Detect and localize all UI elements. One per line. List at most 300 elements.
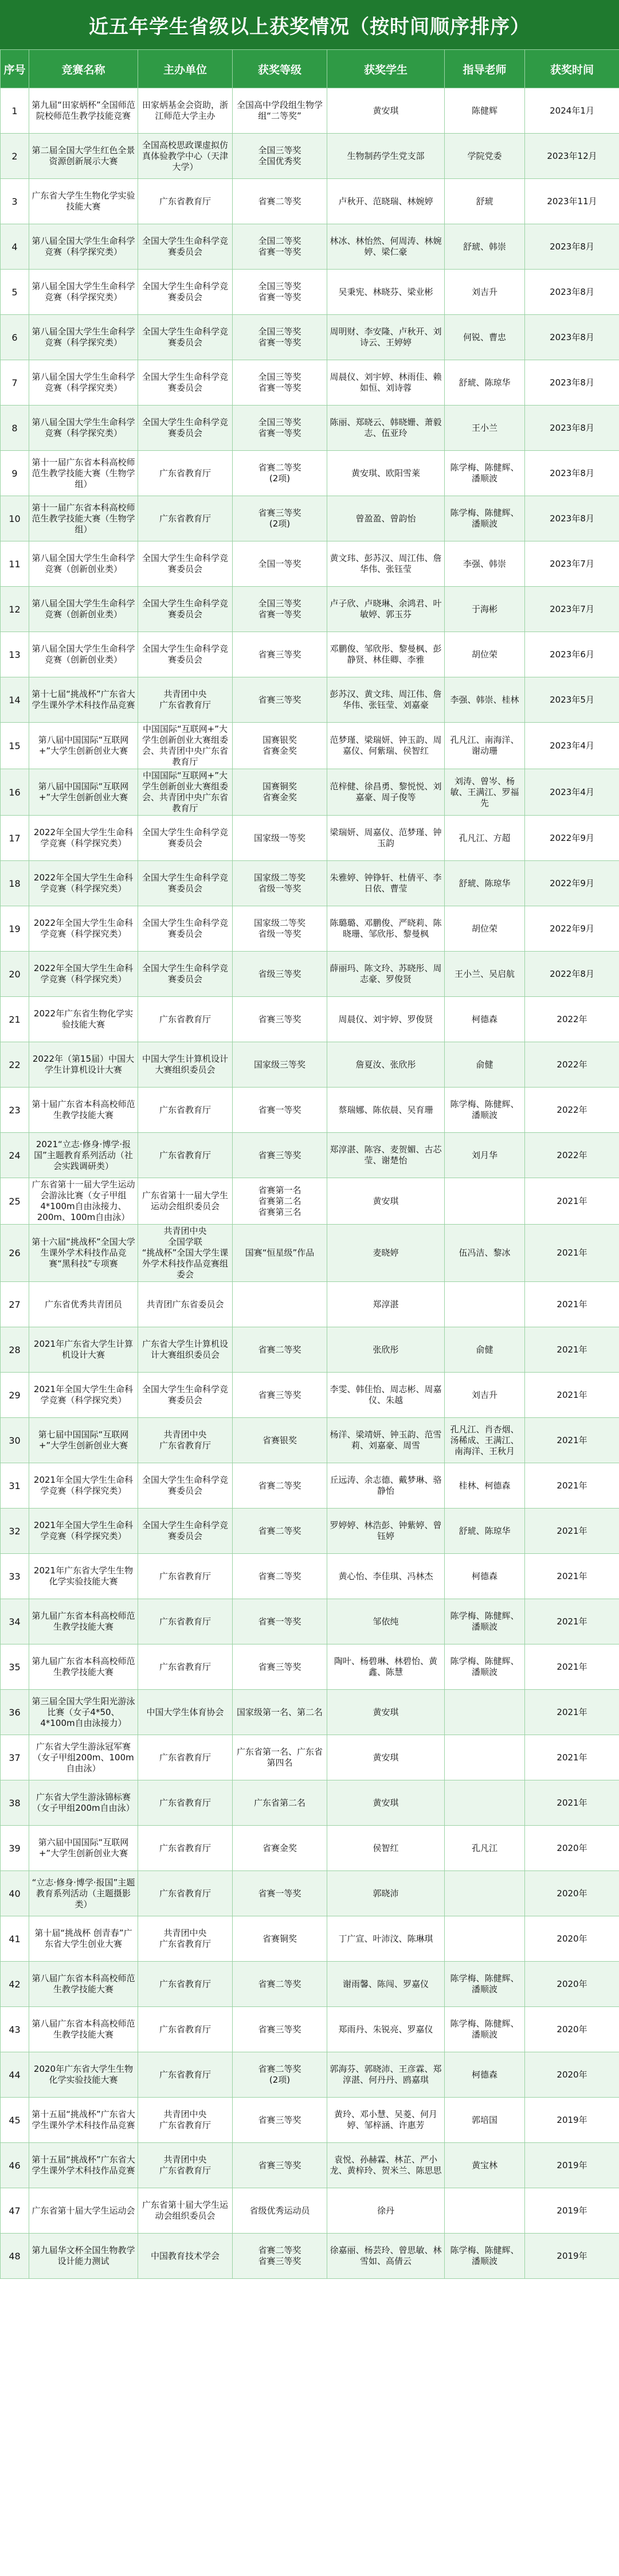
cell-award-level: 全国高中学段组生物学组“二等奖” xyxy=(233,88,327,134)
table-row xyxy=(1,88,619,134)
cell-advisor: 于海彬 xyxy=(445,587,525,632)
table-row xyxy=(1,1690,619,1735)
cell-award-level: 省赛三等奖 xyxy=(233,1373,327,1418)
cell-date: 2023年4月 xyxy=(525,723,619,769)
table-row xyxy=(1,496,619,541)
cell-award-level: 省赛二等奖 xyxy=(233,1463,327,1509)
cell-index: 19 xyxy=(1,906,29,952)
cell-award-level: 国家级三等奖 xyxy=(233,1042,327,1088)
cell-students: 黄安琪 xyxy=(327,1735,445,1780)
cell-students: 卢子欣、卢晓琳、余鸿君、叶敏婷、郭玉芬 xyxy=(327,587,445,632)
cell-advisor: 孔凡江 xyxy=(445,1826,525,1871)
cell-organizer: 全国大学生生命科学竞赛委员会 xyxy=(138,952,233,997)
cell-date: 2020年 xyxy=(525,2007,619,2052)
cell-index: 16 xyxy=(1,769,29,816)
cell-organizer: 广东省教育厅 xyxy=(138,179,233,224)
cell-index: 25 xyxy=(1,1178,29,1225)
table-row xyxy=(1,1644,619,1690)
cell-advisor: 学院党委 xyxy=(445,134,525,179)
cell-date: 2022年8月 xyxy=(525,952,619,997)
cell-award-level: 省赛三等奖 xyxy=(233,677,327,723)
cell-organizer: 全国大学生生命科学竞赛委员会 xyxy=(138,861,233,906)
cell-date: 2021年 xyxy=(525,1178,619,1225)
cell-award-level: 省赛二等奖 (2项) xyxy=(233,451,327,496)
cell-date: 2023年4月 xyxy=(525,769,619,816)
table-row xyxy=(1,997,619,1042)
cell-students: 郑雨丹、朱锐亮、罗嘉仪 xyxy=(327,2007,445,2052)
cell-students: 郑淳湛 xyxy=(327,1282,445,1327)
cell-advisor: 刘涛、曾岑、杨敏、王满江、罗福先 xyxy=(445,769,525,816)
table-row xyxy=(1,906,619,952)
cell-advisor: 陈学梅、陈健辉、潘顺波 xyxy=(445,1599,525,1644)
cell-index: 27 xyxy=(1,1282,29,1327)
cell-organizer: 广东省教育厅 xyxy=(138,1599,233,1644)
cell-award-level: 省赛一等奖 xyxy=(233,1871,327,1916)
awards-table xyxy=(0,49,619,2279)
cell-advisor: 陈学梅、陈健辉、潘顺波 xyxy=(445,1962,525,2007)
cell-index: 12 xyxy=(1,587,29,632)
cell-date: 2021年 xyxy=(525,1644,619,1690)
cell-students: 徐嘉丽、杨芸玲、曾思敏、林雪如、高倩云 xyxy=(327,2234,445,2279)
cell-index: 13 xyxy=(1,632,29,677)
cell-organizer: 全国大学生生命科学竞赛委员会 xyxy=(138,541,233,587)
cell-advisor: 陈学梅、陈健辉、潘顺波 xyxy=(445,2007,525,2052)
cell-award-level: 全国三等奖 全国优秀奖 xyxy=(233,134,327,179)
cell-award-level: 省赛铜奖 xyxy=(233,1916,327,1962)
cell-organizer: 广东省教育厅 xyxy=(138,2007,233,2052)
cell-advisor: 孔凡江、方超 xyxy=(445,816,525,861)
cell-advisor xyxy=(445,1178,525,1225)
table-row xyxy=(1,134,619,179)
cell-index: 30 xyxy=(1,1418,29,1463)
cell-award-level: 省赛二等奖 xyxy=(233,1327,327,1373)
cell-award-level: 省赛二等奖 xyxy=(233,1509,327,1554)
cell-students: 曾盈盈、曾韵怡 xyxy=(327,496,445,541)
cell-index: 43 xyxy=(1,2007,29,2052)
cell-competition: 第八届广东省本科高校师范生教学技能大赛 xyxy=(29,1962,138,2007)
cell-award-level: 省级优秀运动员 xyxy=(233,2188,327,2234)
cell-award-level: 省赛三等奖 xyxy=(233,1133,327,1178)
cell-advisor xyxy=(445,1871,525,1916)
cell-award-level: 省赛第一名 省赛第二名 省赛第三名 xyxy=(233,1178,327,1225)
table-row xyxy=(1,1509,619,1554)
cell-index: 14 xyxy=(1,677,29,723)
cell-award-level: 省赛银奖 xyxy=(233,1418,327,1463)
cell-organizer: 广东省教育厅 xyxy=(138,451,233,496)
cell-organizer: 广东省教育厅 xyxy=(138,2052,233,2098)
cell-index: 20 xyxy=(1,952,29,997)
cell-date: 2021年 xyxy=(525,1282,619,1327)
cell-advisor: 孔凡江、肖杏烟、汤稀成、王满江、南海洋、王秋月 xyxy=(445,1418,525,1463)
cell-date: 2020年 xyxy=(525,1962,619,2007)
cell-index: 38 xyxy=(1,1780,29,1826)
cell-date: 2023年8月 xyxy=(525,406,619,451)
cell-index: 29 xyxy=(1,1373,29,1418)
cell-advisor xyxy=(445,1735,525,1780)
cell-index: 42 xyxy=(1,1962,29,2007)
cell-students: 黄安琪 xyxy=(327,1690,445,1735)
cell-competition: 第八届广东省本科高校师范生教学技能大赛 xyxy=(29,2007,138,2052)
cell-award-level: 省赛二等奖 (2项) xyxy=(233,2052,327,2098)
cell-advisor: 舒琥、陈琼华 xyxy=(445,861,525,906)
cell-students: 周晨仪、刘宇婷、林雨佳、赖如恒、刘诗蓉 xyxy=(327,360,445,406)
cell-index: 24 xyxy=(1,1133,29,1178)
cell-award-level: 省赛三等奖 xyxy=(233,2007,327,2052)
cell-competition: 2020年广东省大学生生物化学实验技能大赛 xyxy=(29,2052,138,2098)
cell-date: 2019年 xyxy=(525,2143,619,2188)
table-row xyxy=(1,2188,619,2234)
cell-award-level: 省赛三等奖 xyxy=(233,997,327,1042)
cell-organizer: 广东省教育厅 xyxy=(138,1962,233,2007)
cell-index: 40 xyxy=(1,1871,29,1916)
cell-advisor: 李强、韩崇、桂林 xyxy=(445,677,525,723)
table-row xyxy=(1,1916,619,1962)
cell-date: 2022年 xyxy=(525,1133,619,1178)
cell-organizer: 全国大学生生命科学竞赛委员会 xyxy=(138,1509,233,1554)
cell-students: 郭海芬、郭晓沛、王彦霖、郑淳湛、何丹丹、鸥嘉琪 xyxy=(327,2052,445,2098)
cell-index: 26 xyxy=(1,1225,29,1282)
cell-students: 陈丽、郑晓云、韩晓姗、萧毅志、伍亚玲 xyxy=(327,406,445,451)
cell-date: 2021年 xyxy=(525,1327,619,1373)
cell-award-level: 广东省第一名、广东省第四名 xyxy=(233,1735,327,1780)
cell-students: 周明财、李安隆、卢秋开、刘诗云、王婷婷 xyxy=(327,315,445,360)
cell-organizer: 全国高校思政课虚拟仿真体验教学中心（天津大学） xyxy=(138,134,233,179)
cell-competition: 2021“立志·修身·博学·报国”主题教育系列活动（社会实践调研类） xyxy=(29,1133,138,1178)
cell-advisor: 桂林、柯德森 xyxy=(445,1463,525,1509)
cell-index: 44 xyxy=(1,2052,29,2098)
cell-index: 39 xyxy=(1,1826,29,1871)
cell-organizer: 全国大学生生命科学竞赛委员会 xyxy=(138,906,233,952)
cell-index: 3 xyxy=(1,179,29,224)
table-row xyxy=(1,677,619,723)
cell-index: 33 xyxy=(1,1554,29,1599)
cell-advisor xyxy=(445,1916,525,1962)
cell-organizer: 广东省教育厅 xyxy=(138,1133,233,1178)
cell-advisor xyxy=(445,1282,525,1327)
cell-students: 黄文玮、彭苏汉、周江伟、詹华伟、张钰莹 xyxy=(327,541,445,587)
cell-students: 薛丽玛、陈文玲、苏晓彤、周志豪、罗俊贤 xyxy=(327,952,445,997)
cell-organizer: 广东省教育厅 xyxy=(138,496,233,541)
cell-organizer: 广东省教育厅 xyxy=(138,1088,233,1133)
cell-date: 2022年9月 xyxy=(525,861,619,906)
table-row xyxy=(1,816,619,861)
cell-competition: 第八届全国大学生生命科学竞赛（科学探究类） xyxy=(29,270,138,315)
cell-award-level: 全国三等奖 省赛一等奖 xyxy=(233,315,327,360)
cell-advisor: 舒琥、陈琼华 xyxy=(445,1509,525,1554)
cell-index: 35 xyxy=(1,1644,29,1690)
cell-organizer: 广东省教育厅 xyxy=(138,1871,233,1916)
cell-students: 蔡瑞娜、陈依晨、吴育珊 xyxy=(327,1088,445,1133)
cell-advisor: 俞健 xyxy=(445,1042,525,1088)
cell-index: 8 xyxy=(1,406,29,451)
cell-date: 2023年7月 xyxy=(525,587,619,632)
cell-students: 范梦瑾、梁瑞妍、钟玉韵、周嘉仪、何紫瑞、侯智红 xyxy=(327,723,445,769)
cell-advisor: 何锐、曹忠 xyxy=(445,315,525,360)
cell-date: 2021年 xyxy=(525,1735,619,1780)
cell-date: 2022年9月 xyxy=(525,906,619,952)
cell-competition: 第八届全国大学生生命科学竞赛（创新创业类） xyxy=(29,587,138,632)
cell-organizer: 广东省教育厅 xyxy=(138,1554,233,1599)
cell-competition: 广东省大学生生物化学实验技能大赛 xyxy=(29,179,138,224)
cell-competition: 第八届中国国际“互联网+”大学生创新创业大赛 xyxy=(29,723,138,769)
cell-organizer: 全国大学生生命科学竞赛委员会 xyxy=(138,1373,233,1418)
cell-students: 麦晓婷 xyxy=(327,1225,445,1282)
cell-date: 2023年8月 xyxy=(525,270,619,315)
cell-index: 47 xyxy=(1,2188,29,2234)
header-organizer: 主办单位 xyxy=(138,50,233,88)
cell-competition: 第八届全国大学生生命科学竞赛（科学探究类） xyxy=(29,360,138,406)
table-row xyxy=(1,1871,619,1916)
cell-index: 37 xyxy=(1,1735,29,1780)
cell-competition: 第八届中国国际“互联网+”大学生创新创业大赛 xyxy=(29,769,138,816)
cell-students: 邹依纯 xyxy=(327,1599,445,1644)
cell-students: 生物制药学生党支部 xyxy=(327,134,445,179)
cell-index: 1 xyxy=(1,88,29,134)
cell-date: 2022年 xyxy=(525,997,619,1042)
cell-award-level: 省赛三等奖 (2项) xyxy=(233,496,327,541)
cell-index: 41 xyxy=(1,1916,29,1962)
cell-organizer: 广东省教育厅 xyxy=(138,1826,233,1871)
cell-students: 徐丹 xyxy=(327,2188,445,2234)
cell-advisor: 舒琥 xyxy=(445,179,525,224)
cell-students: 袁悦、孙赫霖、林芷、严小龙、黄梓玲、贺米兰、陈思思 xyxy=(327,2143,445,2188)
cell-organizer: 广东省教育厅 xyxy=(138,1780,233,1826)
cell-organizer: 中国教育技术学会 xyxy=(138,2234,233,2279)
cell-students: 侯智红 xyxy=(327,1826,445,1871)
cell-advisor: 柯德森 xyxy=(445,1554,525,1599)
cell-award-level: 国赛银奖 省赛金奖 xyxy=(233,723,327,769)
cell-award-level: 全国三等奖 省赛一等奖 xyxy=(233,406,327,451)
cell-award-level: 省赛二等奖 xyxy=(233,179,327,224)
cell-advisor: 陈学梅、陈健辉、潘顺波 xyxy=(445,1088,525,1133)
cell-advisor: 刘吉升 xyxy=(445,270,525,315)
cell-date: 2023年11月 xyxy=(525,179,619,224)
cell-advisor: 刘吉升 xyxy=(445,1373,525,1418)
cell-competition: 2021年广东省大学生生物化学实验技能大赛 xyxy=(29,1554,138,1599)
cell-index: 34 xyxy=(1,1599,29,1644)
cell-advisor: 舒琥、韩崇 xyxy=(445,224,525,270)
cell-competition: 2021年全国大学生生命科学竞赛（科学探究类） xyxy=(29,1509,138,1554)
cell-date: 2021年 xyxy=(525,1509,619,1554)
cell-index: 31 xyxy=(1,1463,29,1509)
cell-award-level: 省赛三等奖 xyxy=(233,1644,327,1690)
cell-competition: 第十五届“挑战杯”广东省大学生课外学术科技作品竞赛 xyxy=(29,2098,138,2143)
header-competition: 竞赛名称 xyxy=(29,50,138,88)
cell-students: 杨洋、梁靖妍、钟玉韵、范雪莉、刘嘉豪、周雪 xyxy=(327,1418,445,1463)
cell-organizer: 共青团中央 广东省教育厅 xyxy=(138,2143,233,2188)
cell-students: 黄玲、邓小慧、吴菱、何月婷、邹梓涵、许惠芳 xyxy=(327,2098,445,2143)
table-row xyxy=(1,1282,619,1327)
cell-students: 郭晓沛 xyxy=(327,1871,445,1916)
cell-organizer: 广东省第十届大学生运动会组织委员会 xyxy=(138,2188,233,2234)
cell-competition: 2022年全国大学生生命科学竞赛（科学探究类） xyxy=(29,816,138,861)
table-row xyxy=(1,1780,619,1826)
cell-advisor xyxy=(445,1690,525,1735)
cell-competition: 第九届广东省本科高校师范生教学技能大赛 xyxy=(29,1599,138,1644)
page-title: 近五年学生省级以上获奖情况（按时间顺序排序） xyxy=(0,0,619,49)
cell-award-level: 全国三等奖 省赛一等奖 xyxy=(233,587,327,632)
cell-organizer: 中国国际“互联网+”大学生创新创业大赛组委会、共青团中央广东省教育厅 xyxy=(138,723,233,769)
table-row xyxy=(1,360,619,406)
cell-advisor: 王小兰、吴启航 xyxy=(445,952,525,997)
cell-award-level xyxy=(233,1282,327,1327)
cell-competition: 第十一届广东省本科高校师范生教学技能大赛（生物学组） xyxy=(29,451,138,496)
cell-date: 2024年1月 xyxy=(525,88,619,134)
cell-organizer: 全国大学生生命科学竞赛委员会 xyxy=(138,224,233,270)
cell-advisor: 胡位荣 xyxy=(445,632,525,677)
cell-organizer: 共青团中央 全国学联 “挑战杯”全国大学生课外学术科技作品竞赛组委会 xyxy=(138,1225,233,1282)
cell-advisor: 胡位荣 xyxy=(445,906,525,952)
cell-students: 黄心怡、李佳琪、冯林杰 xyxy=(327,1554,445,1599)
cell-organizer: 中国大学生计算机设计大赛组织委员会 xyxy=(138,1042,233,1088)
header-advisor: 指导老师 xyxy=(445,50,525,88)
cell-date: 2019年 xyxy=(525,2098,619,2143)
cell-award-level: 国家级二等奖 省级一等奖 xyxy=(233,861,327,906)
cell-organizer: 共青团中央 广东省教育厅 xyxy=(138,1418,233,1463)
cell-competition: 2021年广东省大学生计算机设计大赛 xyxy=(29,1327,138,1373)
cell-organizer: 全国大学生生命科学竞赛委员会 xyxy=(138,1463,233,1509)
cell-students: 李雯、韩佳怡、周志彬、周嘉仪、朱越 xyxy=(327,1373,445,1418)
cell-competition: 广东省优秀共青团员 xyxy=(29,1282,138,1327)
table-row xyxy=(1,179,619,224)
cell-organizer: 共青团中央 广东省教育厅 xyxy=(138,677,233,723)
cell-index: 23 xyxy=(1,1088,29,1133)
cell-index: 2 xyxy=(1,134,29,179)
cell-organizer: 广东省教育厅 xyxy=(138,1735,233,1780)
cell-advisor: 伍冯洁、黎冰 xyxy=(445,1225,525,1282)
cell-organizer: 全国大学生生命科学竞赛委员会 xyxy=(138,816,233,861)
cell-index: 5 xyxy=(1,270,29,315)
cell-date: 2022年 xyxy=(525,1042,619,1088)
cell-advisor: 陈学梅、陈健辉、潘顺波 xyxy=(445,1644,525,1690)
cell-advisor: 柯德森 xyxy=(445,997,525,1042)
cell-date: 2021年 xyxy=(525,1418,619,1463)
table-row xyxy=(1,1042,619,1088)
cell-organizer: 全国大学生生命科学竞赛委员会 xyxy=(138,315,233,360)
cell-competition: 第八届全国大学生生命科学竞赛（科学探究类） xyxy=(29,315,138,360)
table-row xyxy=(1,2052,619,2098)
cell-competition: 第八届全国大学生生命科学竞赛（科学探究类） xyxy=(29,406,138,451)
table-row xyxy=(1,224,619,270)
cell-students: 吴秉宪、林晓芬、梁业彬 xyxy=(327,270,445,315)
table-row xyxy=(1,1327,619,1373)
table-row xyxy=(1,1962,619,2007)
cell-date: 2023年8月 xyxy=(525,451,619,496)
table-row xyxy=(1,723,619,769)
cell-advisor: 舒琥、陈琼华 xyxy=(445,360,525,406)
cell-competition: 第十届“挑战杯 创青春”广东省大学生创业大赛 xyxy=(29,1916,138,1962)
cell-date: 2022年 xyxy=(525,1088,619,1133)
cell-award-level: 省赛三等奖 xyxy=(233,632,327,677)
cell-competition: 第十届广东省本科高校师范生教学技能大赛 xyxy=(29,1088,138,1133)
cell-competition: 第二届全国大学生红色全景资源创新展示大赛 xyxy=(29,134,138,179)
cell-competition: 第八届全国大学生生命科学竞赛（科学探究类） xyxy=(29,224,138,270)
table-row xyxy=(1,2143,619,2188)
cell-award-level: 广东省第二名 xyxy=(233,1780,327,1826)
table-row xyxy=(1,315,619,360)
cell-advisor: 陈学梅、陈健辉、潘顺波 xyxy=(445,2234,525,2279)
cell-competition: 第十一届广东省本科高校师范生教学技能大赛（生物学组） xyxy=(29,496,138,541)
cell-students: 彭苏汉、黄文玮、周江伟、詹华伟、张钰莹、刘嘉豪 xyxy=(327,677,445,723)
cell-advisor: 俞健 xyxy=(445,1327,525,1373)
cell-award-level: 全国一等奖 xyxy=(233,541,327,587)
cell-students: 陈璐璐、邓鹏俊、严晓莉、陈晓珊、邹欣彤、黎曼枫 xyxy=(327,906,445,952)
cell-date: 2020年 xyxy=(525,1826,619,1871)
cell-competition: 第十五届“挑战杯”广东省大学生课外学术科技作品竞赛 xyxy=(29,2143,138,2188)
cell-index: 11 xyxy=(1,541,29,587)
table-body xyxy=(1,88,619,2279)
cell-competition: 第八届全国大学生生命科学竞赛（创新创业类） xyxy=(29,541,138,587)
cell-organizer: 共青团广东省委员会 xyxy=(138,1282,233,1327)
cell-award-level: 全国二等奖 省赛一等奖 xyxy=(233,224,327,270)
cell-students: 黄安琪 xyxy=(327,1178,445,1225)
table-row xyxy=(1,1735,619,1780)
cell-index: 6 xyxy=(1,315,29,360)
cell-organizer: 全国大学生生命科学竞赛委员会 xyxy=(138,360,233,406)
cell-advisor: 孔凡江、南海洋、谢动珊 xyxy=(445,723,525,769)
header-students: 获奖学生 xyxy=(327,50,445,88)
cell-students: 谢雨馨、陈闯、罗嘉仪 xyxy=(327,1962,445,2007)
cell-competition: 2022年全国大学生生命科学竞赛（科学探究类） xyxy=(29,952,138,997)
cell-index: 22 xyxy=(1,1042,29,1088)
cell-date: 2023年5月 xyxy=(525,677,619,723)
cell-award-level: 国家级第一名、第二名 xyxy=(233,1690,327,1735)
cell-index: 21 xyxy=(1,997,29,1042)
cell-advisor: 陈学梅、陈健辉、潘顺波 xyxy=(445,451,525,496)
cell-organizer: 全国大学生生命科学竞赛委员会 xyxy=(138,406,233,451)
cell-competition: 广东省大学生游泳冠军赛（女子甲组200m、100m自由泳） xyxy=(29,1735,138,1780)
cell-date: 2019年 xyxy=(525,2234,619,2279)
cell-date: 2021年 xyxy=(525,1690,619,1735)
cell-competition: 第九届“田家炳杯”全国师范院校师范生教学技能竞赛 xyxy=(29,88,138,134)
cell-date: 2021年 xyxy=(525,1373,619,1418)
cell-date: 2023年7月 xyxy=(525,541,619,587)
cell-students: 陶叶、杨碧琳、林碧怡、黄鑫、陈慧 xyxy=(327,1644,445,1690)
cell-students: 范梓健、徐昌勇、黎悦悦、刘嘉豪、周子俊等 xyxy=(327,769,445,816)
cell-date: 2020年 xyxy=(525,2052,619,2098)
cell-competition: 广东省大学生游泳锦标赛（女子甲组200m自由泳） xyxy=(29,1780,138,1826)
cell-students: 黄安琪、欧阳雪莱 xyxy=(327,451,445,496)
table-row xyxy=(1,1599,619,1644)
cell-students: 张欣彤 xyxy=(327,1327,445,1373)
cell-students: 梁瑞妍、周嘉仪、范梦瑾、钟玉韵 xyxy=(327,816,445,861)
cell-students: 朱雅婷、钟铮轩、杜倩平、李日依、曹莹 xyxy=(327,861,445,906)
cell-award-level: 省赛三等奖 xyxy=(233,2098,327,2143)
cell-advisor: 郭培国 xyxy=(445,2098,525,2143)
table-row xyxy=(1,270,619,315)
cell-award-level: 省赛金奖 xyxy=(233,1826,327,1871)
table-row xyxy=(1,2007,619,2052)
cell-competition: 2022年全国大学生生命科学竞赛（科学探究类） xyxy=(29,906,138,952)
cell-award-level: 省级三等奖 xyxy=(233,952,327,997)
table-row xyxy=(1,1178,619,1225)
cell-competition: 第七届中国国际“互联网+”大学生创新创业大赛 xyxy=(29,1418,138,1463)
cell-students: 罗婷婷、林浩彭、钟紫婷、曾钰婷 xyxy=(327,1509,445,1554)
cell-competition: 2022年广东省生物化学实验技能大赛 xyxy=(29,997,138,1042)
table-row xyxy=(1,1373,619,1418)
cell-advisor: 柯德森 xyxy=(445,2052,525,2098)
header-index: 序号 xyxy=(1,50,29,88)
cell-award-level: 全国三等奖 省赛一等奖 xyxy=(233,360,327,406)
cell-advisor xyxy=(445,2188,525,2234)
cell-index: 18 xyxy=(1,861,29,906)
cell-index: 9 xyxy=(1,451,29,496)
cell-index: 32 xyxy=(1,1509,29,1554)
cell-organizer: 中国大学生体育协会 xyxy=(138,1690,233,1735)
cell-students: 丁广宣、叶沛汶、陈琳琪 xyxy=(327,1916,445,1962)
cell-date: 2020年 xyxy=(525,1916,619,1962)
table-row xyxy=(1,406,619,451)
